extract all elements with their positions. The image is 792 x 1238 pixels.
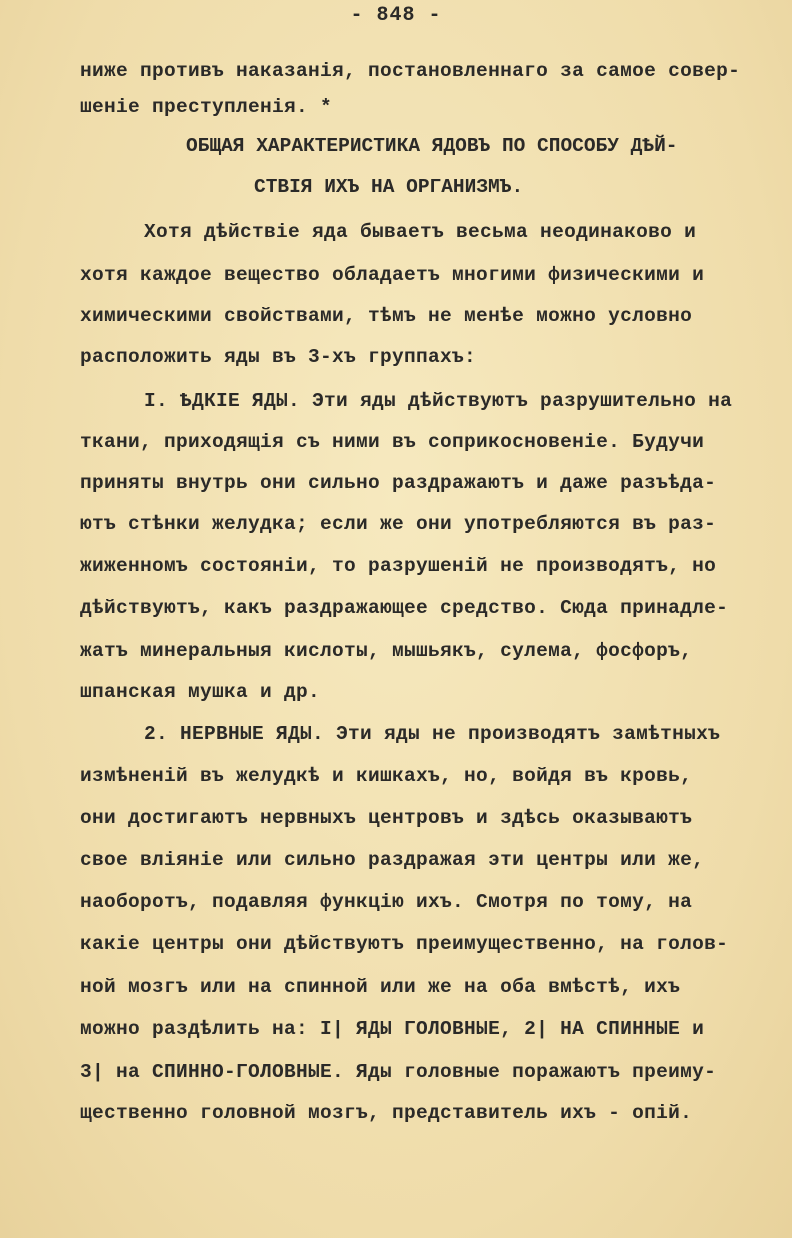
text-line: свое вліяніе или сильно раздражая эти центры или же, [80,849,705,871]
text-line: 2. НЕРВНЫЕ ЯДЫ. Эти яды не производятъ замѣтныхъ [144,723,721,745]
text-line: измѣненій въ желудкѣ и кишкахъ, но, войдя въ кровь, [80,765,693,787]
text-line: жиженномъ состояніи, то разрушеній не производятъ, но [80,555,717,577]
text-line: химическими свойствами, тѣмъ не менѣе можно условно [80,305,693,327]
text-line: какіе центры они дѣйствуютъ преимущественно, на голов- [80,933,729,955]
section-heading-line-1: ОБЩАЯ ХАРАКТЕРИСТИКА ЯДОВЪ ПО СПОСОБУ ДѢЙ- [186,135,678,157]
text-line: расположить яды въ 3-хъ группахъ: [80,346,477,368]
text-line: I. ѢДКІЕ ЯДЫ. Эти яды дѣйствуютъ разрушительно на [144,390,733,412]
text-line: ной мозгъ или на спинной или же на оба вмѣстѣ, ихъ [80,976,681,998]
page-number: - 848 - [350,4,442,27]
text-line: жатъ минеральныя кислоты, мышьякъ, сулема, фосфоръ, [80,640,693,662]
text-line: хотя каждое вещество обладаетъ многими физическими и [80,264,705,286]
text-line: дѣйствуютъ, какъ раздражающее средство. Сюда принадле- [80,597,729,619]
text-line: можно раздѣлить на: I| ЯДЫ ГОЛОВНЫЕ, 2| НА СПИННЫЕ и [80,1018,705,1040]
text-line: щественно головной мозгъ, представитель ихъ - опій. [80,1102,693,1124]
text-line: ткани, приходящія съ ними въ соприкосновеніе. Будучи [80,431,705,453]
section-heading-line-2: СТВІЯ ИХЪ НА ОРГАНИЗМЪ. [254,176,524,198]
text-line: 3| на СПИННО-ГОЛОВНЫЕ. Яды головные поражаютъ преиму- [80,1061,717,1083]
text-line: приняты внутрь они сильно раздражаютъ и даже разъѣда- [80,472,717,494]
text-line: Хотя дѣйствіе яда бываетъ весьма неодинаково и [144,221,697,243]
text-line: шеніе преступленія. * [80,96,333,118]
text-line: ниже противъ наказанія, постановленнаго за самое совер- [80,60,741,82]
text-line: шпанская мушка и др. [80,681,321,703]
text-line: они достигаютъ нервныхъ центровъ и здѣсь оказываютъ [80,807,693,829]
text-line: ютъ стѣнки желудка; если же они употребляются въ раз- [80,513,717,535]
text-line: наоборотъ, подавляя функцію ихъ. Смотря по тому, на [80,891,693,913]
